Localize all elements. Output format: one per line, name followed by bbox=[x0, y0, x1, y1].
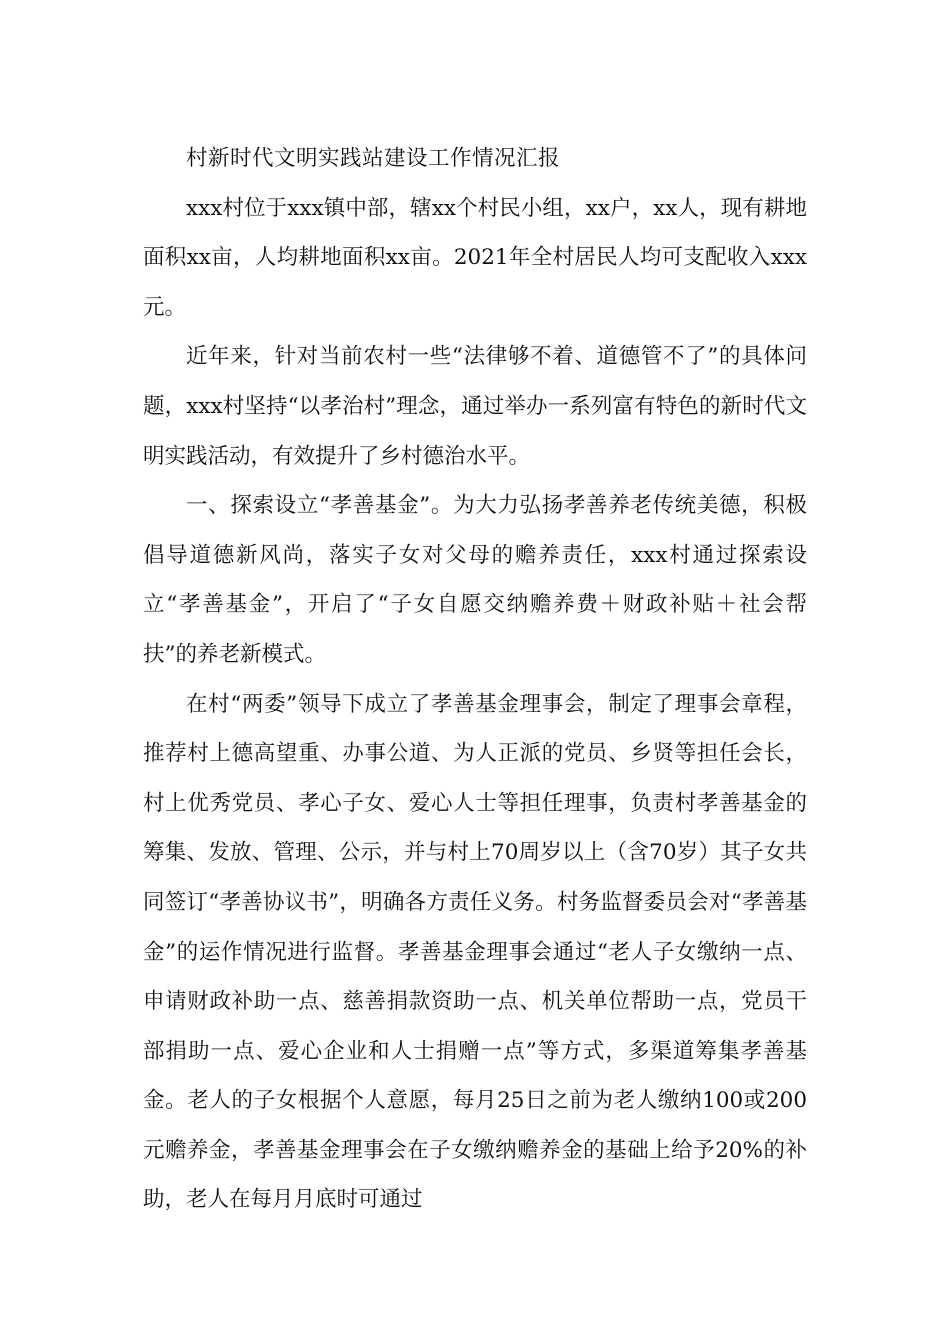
paragraph-fund-details: 在村“两委”领导下成立了孝善基金理事会，制定了理事会章程，推荐村上德高望重、办事公道、为人正派的党员、乡贤等担任会长，村上优秀党员、孝心子女、爱心人士等担任理事，负责村孝善基金的筹集、发放、管理、公示，并与村上70周岁以上（含70岁）其子女共同签订“孝善协议书”，明确各方责任义务。村务监督委员会对“孝善基金”的运作情况进行监督。孝善基金理事会通过“老人子女缴纳一点、申请财政补助一点、慈善捐款资助一点、机关单位帮助一点，党员干部捐助一点、爱心企业和人士捐赠一点”等方式，多渠道筹集孝善基金。老人的子女根据个人意愿，每月25日之前为老人缴纳100或200元赡养金，孝善基金理事会在子女缴纳赡养金的基础上给予20%的补助，老人在每月月底时可通过 bbox=[143, 691, 808, 1213]
paragraph-section-one: 一、探索设立“孝善基金”。为大力弘扬孝善养老传统美德，积极倡导道德新风尚，落实子女对父母的赡养责任，xxx村通过探索设立“孝善基金”，开启了“子女自愿交纳赡养费＋财政补贴＋社会帮扶”的养老新模式。 bbox=[143, 493, 807, 667]
paragraph-background: 近年来，针对当前农村一些“法律够不着、道德管不了”的具体问题，xxx村坚持“以孝治村”理念，通过举办一系列富有特色的新时代文明实践活动，有效提升了乡村德治水平。 bbox=[143, 344, 807, 469]
document-title: 村新时代文明实践站建设工作情况汇报 bbox=[186, 146, 561, 171]
document-body bbox=[143, 134, 807, 1225]
paragraph-village-overview: xxx村位于xxx镇中部，辖xx个村民小组，xx户，xx人，现有耕地面积xx亩，人均耕地面积xx亩。2021年全村居民人均可支配收入xxx元。 bbox=[143, 195, 807, 320]
